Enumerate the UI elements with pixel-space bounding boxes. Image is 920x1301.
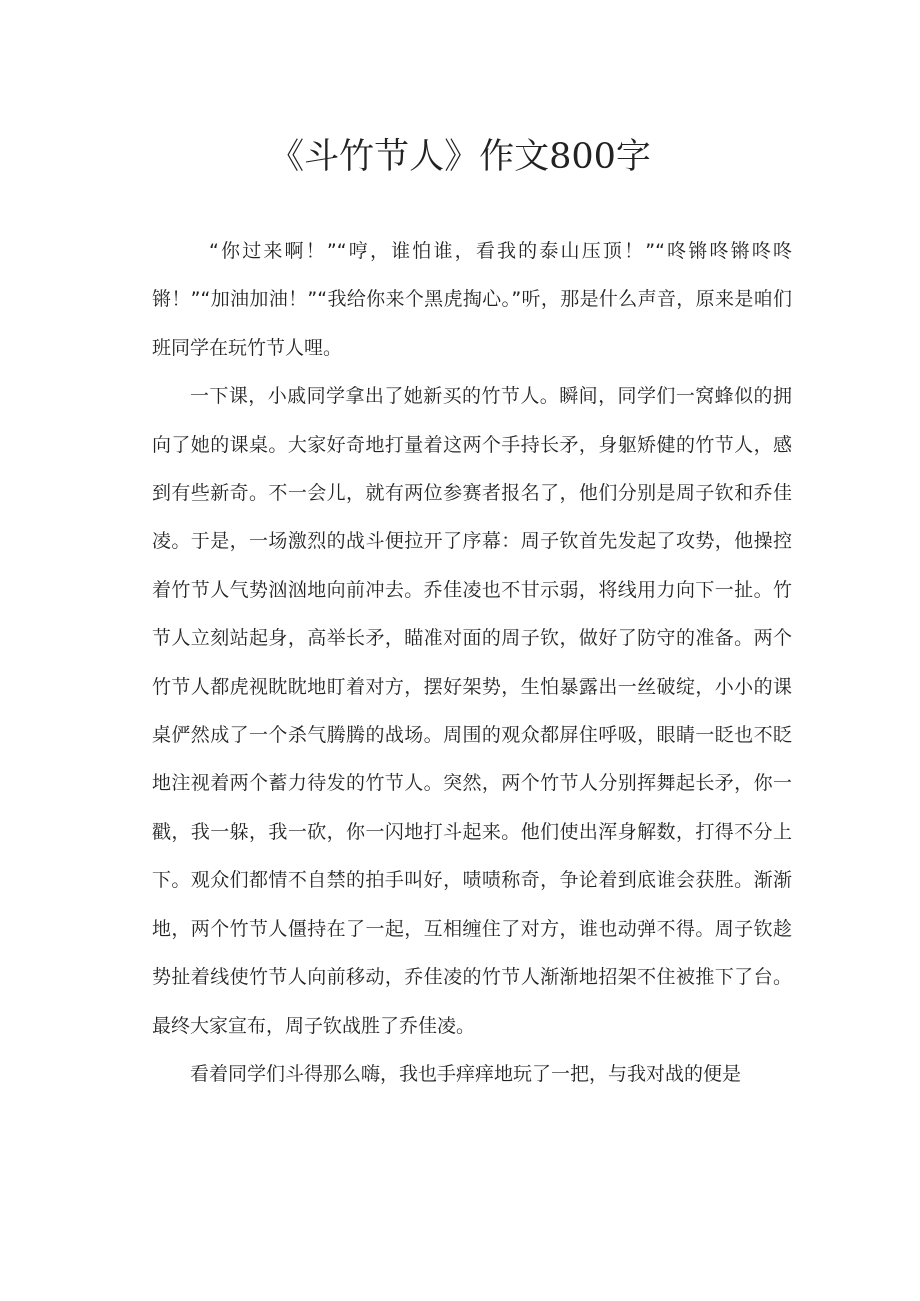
document-body xyxy=(152,227,792,1098)
paragraph-2: 一下课，小戚同学拿出了她新买的竹节人。瞬间，同学们一窝蜂似的拥向了她的课桌。大家好奇地打量着这两个手持长矛，身躯矫健的竹节人，感到有些新奇。不一会儿，就有两位参赛者报名了，他们分别是周子钦和乔佳凌。于是，一场激烈的战斗便拉开了序幕：周子钦首先发起了攻势，他操控着竹节人气势汹汹地向前冲去。乔佳凌也不甘示弱，将线用力向下一扯。竹节人立刻站起身，高举长矛，瞄准对面的周子钦，做好了防守的准备。两个竹节人都虎视眈眈地盯着对方，摆好架势，生怕暴露出一丝破绽，小小的课桌俨然成了一个杀气腾腾的战场。周围的观众都屏住呼吸，眼睛一眨也不眨地注视着两个蓄力待发的竹节人。突然，两个竹节人分别挥舞起长矛，你一戳，我一躲，我一砍，你一闪地打斗起来。他们使出浑身解数，打得不分上下。观众们都情不自禁的拍手叫好，啧啧称奇，争论着到底谁会获胜。渐渐地，两个竹节人僵持在了一起，互相缠住了对方，谁也动弹不得。周子钦趁势扯着线使竹节人向前移动，乔佳凌的竹节人渐渐地招架不住被推下了台。最终大家宣布，周子钦战胜了乔佳凌。 xyxy=(152,385,792,1037)
paragraph-3: 看着同学们斗得那么嗨，我也手痒痒地玩了一把，与我对战的便是 xyxy=(190,1062,742,1085)
paragraph-1: “你过来啊！”“哼，谁怕谁，看我的泰山压顶！”“咚锵咚锵咚咚锵！”“加油加油！”“我给你来个黑虎掏心。”听，那是什么声音，原来是咱们班同学在玩竹节人哩。 xyxy=(152,240,792,359)
document-title: 《斗竹节人》作文800字 xyxy=(269,137,651,177)
